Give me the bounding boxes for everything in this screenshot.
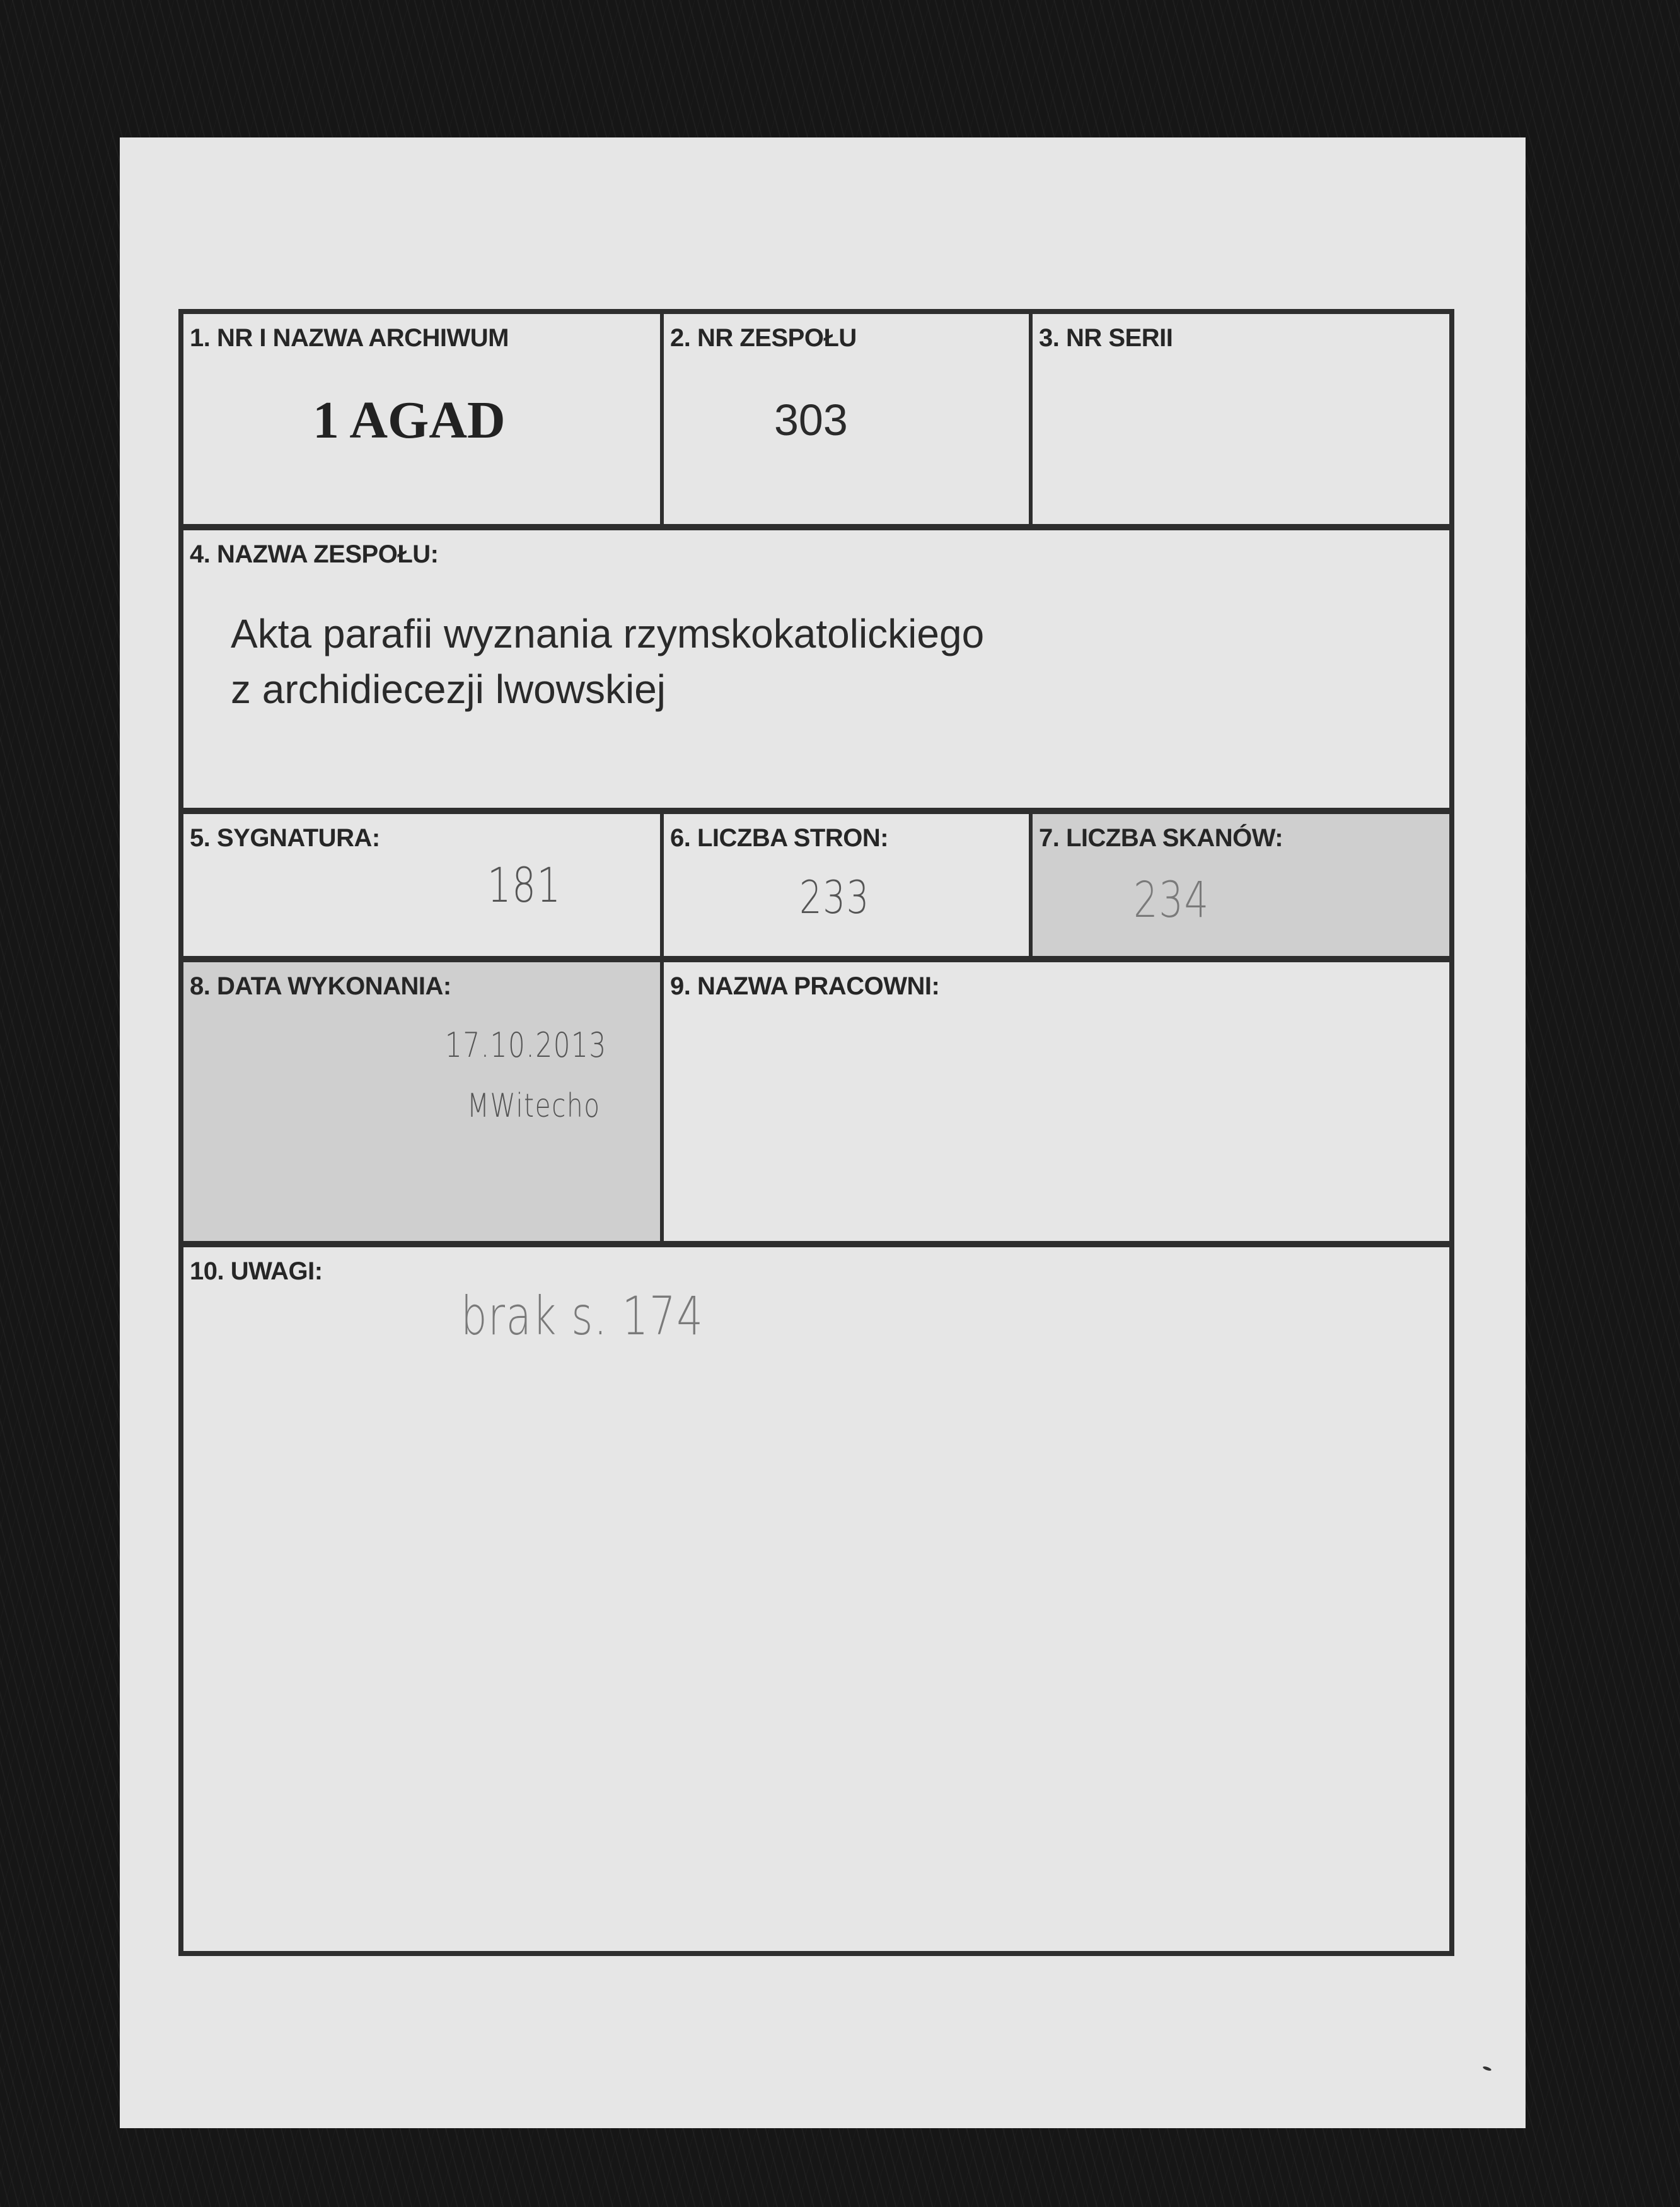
field-scan-count <box>1033 814 1449 962</box>
field-label: 2. NR ZESPOŁU <box>670 324 857 352</box>
fonds-number-value: 303 <box>774 395 848 445</box>
execution-signature-handwritten: MWitecho <box>467 1087 601 1125</box>
field-page-count <box>664 814 1033 962</box>
scan-count-handwritten-value: 234 <box>1133 872 1210 929</box>
field-label: 4. NAZWA ZESPOŁU: <box>190 540 439 568</box>
field-workshop-name <box>664 962 1449 1247</box>
field-archive <box>183 314 664 530</box>
field-label: 6. LICZBA STRON: <box>670 824 889 852</box>
field-remarks <box>183 1247 1449 1951</box>
remarks-handwritten-value: brak s. 174 <box>461 1285 704 1347</box>
execution-date-handwritten-value: 17.10.2013 <box>445 1025 607 1065</box>
field-signature <box>183 814 664 962</box>
field-label: 7. LICZBA SKANÓW: <box>1039 824 1283 852</box>
signature-handwritten-value: 181 <box>487 857 562 913</box>
field-label: 3. NR SERII <box>1039 324 1173 352</box>
fonds-name-line-1: Akta parafii wyznania rzymskokatolickiego <box>231 611 985 656</box>
field-label: 9. NAZWA PRACOWNI: <box>670 972 940 1000</box>
field-series-number <box>1033 314 1449 530</box>
fonds-name-line-2: z archidiecezji lwowskiej <box>231 667 666 712</box>
field-fonds-name <box>183 530 1449 814</box>
field-label: 10. UWAGI: <box>190 1257 323 1285</box>
field-execution-date <box>183 962 664 1247</box>
field-label: 1. NR I NAZWA ARCHIWUM <box>190 324 509 352</box>
page-count-handwritten-value: 233 <box>799 871 870 924</box>
field-fonds-number <box>664 314 1033 530</box>
metadata-form <box>178 309 1454 1956</box>
archive-value: 1 AGAD <box>313 391 506 450</box>
field-label: 8. DATA WYKONANIA: <box>190 972 451 1000</box>
field-label: 5. SYGNATURA: <box>190 824 380 852</box>
